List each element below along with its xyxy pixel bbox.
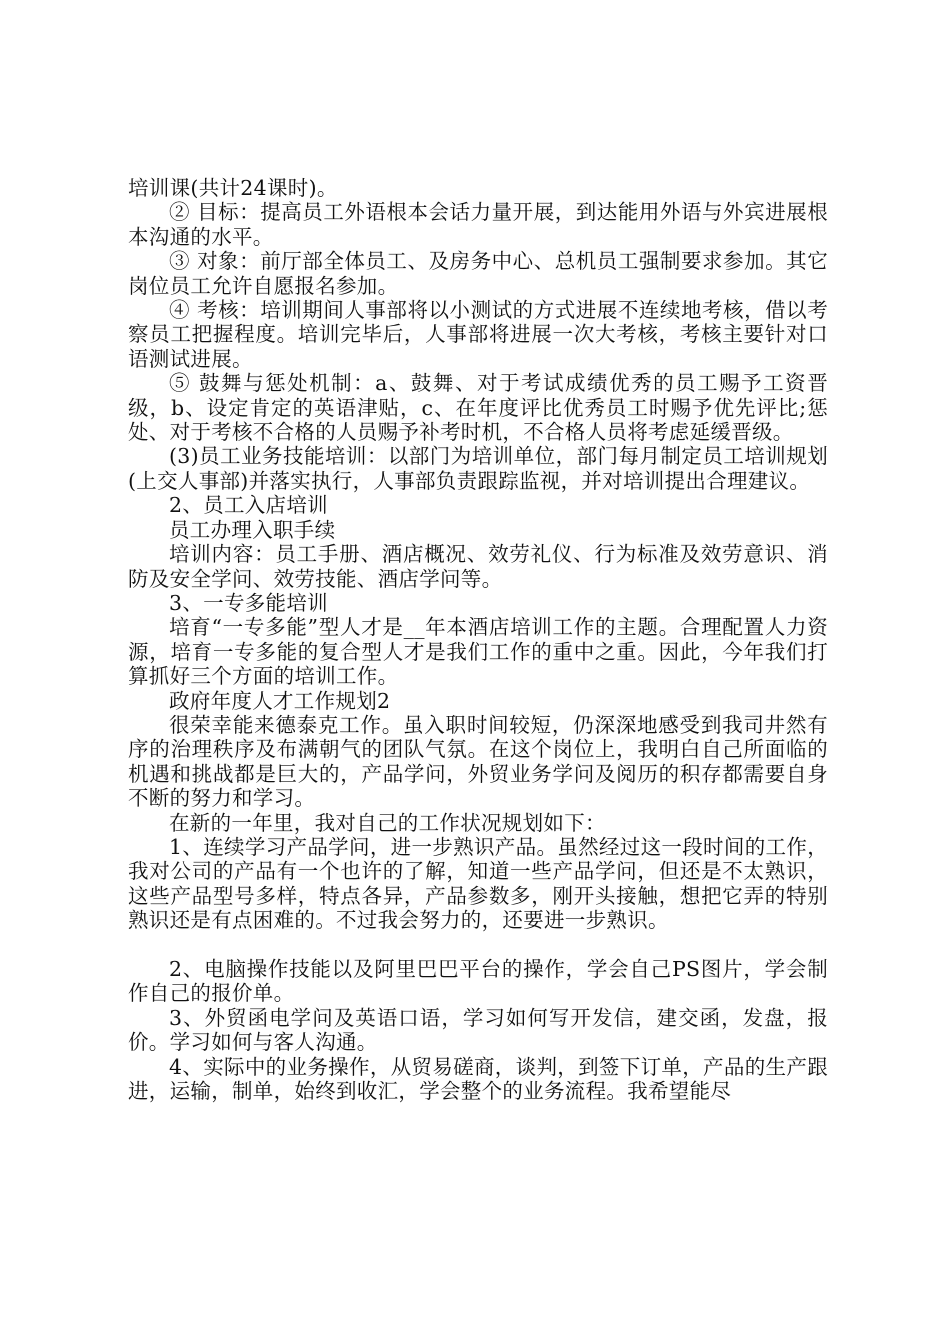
paragraph: 培训内容：员工手册、酒店概况、效劳礼仪、行为标准及效劳意识、消防及安全学问、效劳技能、酒店学问等。 <box>128 542 828 591</box>
paragraph: 4、实际中的业务操作，从贸易磋商，谈判，到签下订单，产品的生产跟进，运输，制单，始终到收汇，学会整个的业务流程。我希望能尽 <box>128 1054 828 1104</box>
paragraph: 很荣幸能来德泰克工作。虽入职时间较短，仍深深地感受到我司井然有序的治理秩序及布满朝气的团队气氛。在这个岗位上，我明白自己所面临的机遇和挑战都是巨大的，产品学问，外贸业务学问及阅历的积存都需要自身不断的努力和学习。 <box>128 712 828 811</box>
paragraph: 1、连续学习产品学问，进一步熟识产品。虽然经过这一段时间的工作，我对公司的产品有一个也许的了解，知道一些产品学问，但还是不太熟识，这些产品型号多样，特点各异，产品参数多，刚开头接触，想把它弄的特别熟识还是有点困难的。不过我会努力的，还要进一步熟识。 <box>128 834 828 933</box>
section-heading: 政府年度人才工作规划2 <box>169 688 391 713</box>
paragraph: 2、电脑操作技能以及阿里巴巴平台的操作，学会自己PS图片，学会制作自己的报价单。 <box>128 956 828 1006</box>
paragraph: 培训课(共计24课时)。 <box>128 176 338 200</box>
section-heading: 2、员工入店培训 <box>169 493 328 518</box>
section-heading: 3、一专多能培训 <box>169 590 328 615</box>
paragraph: 3、外贸函电学问及英语口语，学习如何写开发信，建交函，发盘，报价。学习如何与客人沟通。 <box>128 1005 828 1055</box>
paragraph: ④ 考核：培训期间人事部将以小测试的方式进展不连续地考核，借以考察员工把握程度。培训完毕后，人事部将进展一次大考核，考核主要针对口语测试进展。 <box>128 298 828 371</box>
paragraph: 在新的一年里，我对自己的工作状况规划如下： <box>169 810 606 835</box>
paragraph: 培育“一专多能”型人才是__年本酒店培训工作的主题。合理配置人力资源，培育一专多能的复合型人才是我们工作的重中之重。因此，今年我们打算抓好三个方面的培训工作。 <box>128 615 828 689</box>
paragraph: 员工办理入职手续 <box>169 517 336 542</box>
paragraph: (3)员工业务技能培训：以部门为培训单位，部门每月制定员工培训规划(上交人事部)并落实执行，人事部负责跟踪监视，并对培训提出合理建议。 <box>128 444 828 493</box>
paragraph: ② 目标：提高员工外语根本会话力量开展，到达能用外语与外宾进展根本沟通的水平。 <box>128 200 828 249</box>
paragraph: ③ 对象：前厅部全体员工、及房务中心、总机员工强制要求参加。其它岗位员工允许自愿报名参加。 <box>128 249 828 298</box>
paragraph: ⑤ 鼓舞与惩处机制：a、鼓舞、对于考试成绩优秀的员工赐予工资晋级，b、设定肯定的英语津贴，c、在年度评比优秀员工时赐予优先评比;惩处、对于考核不合格的人员赐予补考时机，不合格人员将考虑延缓晋级。 <box>128 371 828 445</box>
document-body <box>128 176 828 1103</box>
